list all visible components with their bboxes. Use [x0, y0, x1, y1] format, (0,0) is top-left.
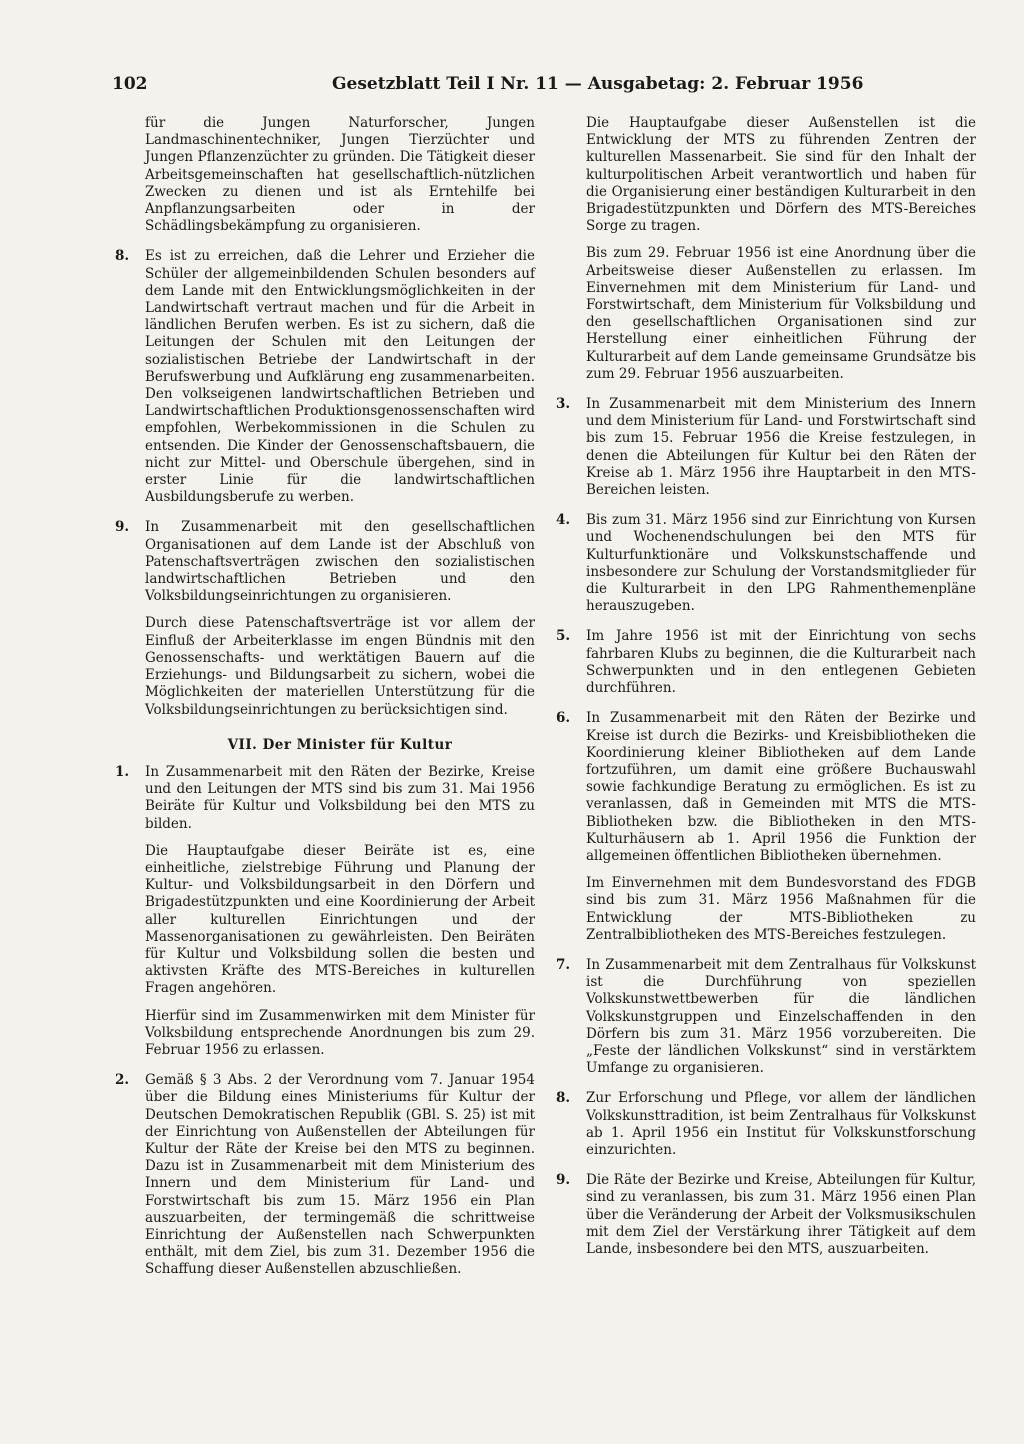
item-text: Gemäß § 3 Abs. 2 der Verordnung vom 7. Januar 1954 über die Bildung eines Ministeriums für Kultur der Deutschen Demokratischen Republik (GBl. S. 25) ist mit der Einrichtung von Außenstellen der Abteilungen für Kultur der Räte der Kreise bei den MTS zu beginnen. Dazu ist in Zusammenarbeit mit dem Ministerium des Innern und dem Ministerium für Land- und Forstwirtschaft bis zum 15. März 1956 ein Plan auszuarbeiten, der termingemäß die schrittweise Einrichtung der Außenstellen nach Schwerpunkten enthält, mit dem Ziel, bis zum 31. Dezember 1956 die Schaffung dieser Außenstellen abzuschließen.	[145, 1072, 535, 1278]
list-item	[556, 957, 976, 1077]
list-item	[556, 512, 976, 615]
paragraph: Die Hauptaufgabe dieser Außenstellen ist die Entwicklung der MTS zu führenden Zentren der kulturellen Massenarbeit. Sie sind für den Inhalt der kulturpolitischen Arbeit verantwortlich und haben für die Organisierung einer beständigen Kulturarbeit in den Brigadestützpunkten und Dörfern des MTS-Bereiches Sorge zu tragen.	[586, 115, 976, 235]
item-number: 9.	[115, 519, 130, 536]
item-text: Die Räte der Bezirke und Kreise, Abteilungen für Kultur, sind zu veranlassen, bis zum 31. März 1956 einen Plan über die Veränderung der Arbeit der Volksmusikschulen mit dem Ziel der Verstärkung ihrer Tätigkeit auf dem Lande, insbesondere bei den MTS, auszuarbeiten.	[586, 1172, 976, 1257]
paragraph: Bis zum 29. Februar 1956 ist eine Anordnung über die Arbeitsweise dieser Außenstellen zu erlassen. Im Einvernehmen mit dem Ministerium für Land- und Forstwirtschaft, dem Ministerium für Volksbildung und den gesellschaftlichen Organisationen sind zur Herstellung einer einheitlichen Führung der Kulturarbeit auf dem Lande gemeinsame Grundsätze bis zum 29. Februar 1956 auszuarbeiten.	[586, 245, 976, 382]
page-number: 102	[112, 74, 148, 94]
right-column	[556, 115, 976, 1258]
left-column	[115, 115, 535, 1279]
item-text: In Zusammenarbeit mit den gesellschaftlichen Organisationen auf dem Lande ist der Abschluß von Patenschaftsverträgen zwischen den sozialistischen landwirtschaftlichen Betrieben und den Volksbildungseinrichtungen zu organisieren.	[145, 519, 535, 605]
item-text: Es ist zu erreichen, daß die Lehrer und Erzieher die Schüler der allgemeinbildenden Schulen besonders auf dem Lande mit den Entwicklungsmöglichkeiten in der Landwirtschaft vertraut machen und für die Arbeit in ländlichen Berufen werben. Es ist zu sichern, daß die Leitungen der Schulen mit den Leitungen der sozialistischen Betriebe der Landwirtschaft in der Berufswerbung und Aufklärung eng zusammenarbeiten. Den volkseigenen landwirtschaftlichen Betrieben und Landwirtschaftlichen Produktionsgenossenschaften wird empfohlen, Werbekommissionen in die Schulen zu entsenden. Die Kinder der Genossenschaftsbauern, die nicht zur Mittel- und Oberschule übergehen, sind in erster Linie für die landwirtschaftlichen Ausbildungsberufe zu werben.	[145, 248, 535, 506]
item-number: 2.	[115, 1072, 130, 1089]
item-number: 8.	[556, 1090, 571, 1107]
item-number: 1.	[115, 763, 130, 780]
item-text: Zur Erforschung und Pflege, vor allem der ländlichen Volkskunsttradition, ist beim Zentralhaus für Volkskunst ab 1. April 1956 ein Institut für Volkskunstforschung einzurichten.	[586, 1090, 976, 1158]
item-text: In Zusammenarbeit mit dem Ministerium des Innern und dem Ministerium für Land- und Forstwirtschaft sind bis zum 15. Februar 1956 die Kreise festzulegen, in denen die Abteilungen für Kultur bei den Räten der Kreise ab 1. März 1956 ihre Hauptarbeit in den MTS-Bereichen leisten.	[586, 396, 976, 499]
list-item	[556, 396, 976, 499]
section-heading: VII. Der Minister für Kultur	[227, 736, 453, 753]
list-item	[556, 1090, 976, 1159]
paragraph: für die Jungen Naturforscher, Jungen Landmaschinentechniker, Jungen Tierzüchter und Jungen Pflanzenzüchter zu gründen. Die Tätigkeit dieser Arbeitsgemeinschaften hat gesellschaftlich-nützlichen Zwecken zu dienen und ist als Erntehilfe bei Anpflanzungsarbeiten oder in der Schädlingsbekämpfung zu organisieren.	[145, 115, 535, 235]
list-item	[556, 710, 976, 865]
item-text: Bis zum 31. März 1956 sind zur Einrichtung von Kursen und Wochenendschulungen bei den MTS für Kulturfunktionäre und Volkskunstschaffende und insbesondere zur Schulung der Vorstandsmitglieder für die Kulturarbeit in den LPG Rahmenthemenpläne herauszugeben.	[586, 512, 976, 615]
item-text: In Zusammenarbeit mit den Räten der Bezirke, Kreise und den Leitungen der MTS sind bis zum 31. Mai 1956 Beiräte für Kultur und Volksbildung bei den MTS zu bilden.	[145, 763, 535, 832]
item-number: 4.	[556, 512, 571, 529]
list-item	[556, 1172, 976, 1258]
item-number: 5.	[556, 628, 571, 645]
item-number: 7.	[556, 956, 571, 973]
item-text: In Zusammenarbeit mit dem Zentralhaus für Volkskunst ist die Durchführung von speziellen Volkskunstwettbewerben für die ländlichen Volkskunstgruppen und Einzelschaffenden in den Dörfern bis zum 31. März 1956 vorzubereiten. Die „Feste der ländlichen Volkskunst“ sind in verstärktem Umfange zu organisieren.	[586, 956, 976, 1077]
item-text: Im Jahre 1956 ist mit der Einrichtung von sechs fahrbaren Klubs zu beginnen, die die Kulturarbeit nach Schwerpunkten und in den entlegenen Gebieten durchführen.	[586, 628, 976, 697]
list-item	[115, 248, 535, 506]
paragraph: Hierfür sind im Zusammenwirken mit dem Minister für Volksbildung entsprechende Anordnungen bis zum 29. Februar 1956 zu erlassen.	[145, 1007, 535, 1058]
paragraph: Im Einvernehmen mit dem Bundesvorstand des FDGB sind bis zum 31. März 1956 Maßnahmen für die Entwicklung der MTS-Bibliotheken zu Zentralbibliotheken des MTS-Bereiches festzulegen.	[586, 875, 976, 943]
paragraph: Durch diese Patenschaftsverträge ist vor allem der Einfluß der Arbeiterklasse im engen Bündnis mit den Genossenschafts- und werktätigen Bauern auf die Erziehungs- und Bildungsarbeit zu sichern, wobei die Möglichkeiten der materiellen Unterstützung für die Volksbildungseinrichtungen zu berücksichtigen sind.	[145, 615, 535, 718]
list-item	[556, 628, 976, 697]
item-number: 9.	[556, 1172, 571, 1189]
list-item	[115, 1072, 535, 1278]
item-number: 3.	[556, 396, 571, 413]
gazette-title: Gesetzblatt Teil I Nr. 11 — Ausgabetag: 2. Februar 1956	[332, 74, 864, 94]
page-header	[112, 74, 968, 104]
paragraph: Die Hauptaufgabe dieser Beiräte ist es, eine einheitliche, zielstrebige Führung und Planung der Kultur- und Volksbildungsarbeit in den Dörfern und Brigadestützpunkten und eine Koordinierung der Arbeit aller kulturellen Einrichtungen und der Massenorganisationen zu gewährleisten. Den Beiräten für Kultur und Volksbildung sollen die besten und aktivsten Kräfte des MTS-Bereiches in kulturellen Fragen angehören.	[145, 842, 535, 997]
item-number: 8.	[115, 248, 130, 265]
item-number: 6.	[556, 710, 571, 727]
list-item	[115, 519, 535, 605]
item-text: In Zusammenarbeit mit den Räten der Bezirke und Kreise ist durch die Bezirks- und Kreisbibliotheken die Koordinierung kleiner Bibliotheken auf dem Lande fortzuführen, um damit eine größere Buchauswahl sowie fachkundige Beratung zu ermöglichen. Es ist zu veranlassen, daß in Gemeinden mit MTS die MTS-Bibliotheken bzw. die Bibliotheken in den MTS-Kulturhäusern ab 1. April 1956 die Funktion der allgemeinen öffentlichen Bibliotheken übernehmen.	[586, 710, 976, 864]
list-item	[115, 764, 535, 833]
